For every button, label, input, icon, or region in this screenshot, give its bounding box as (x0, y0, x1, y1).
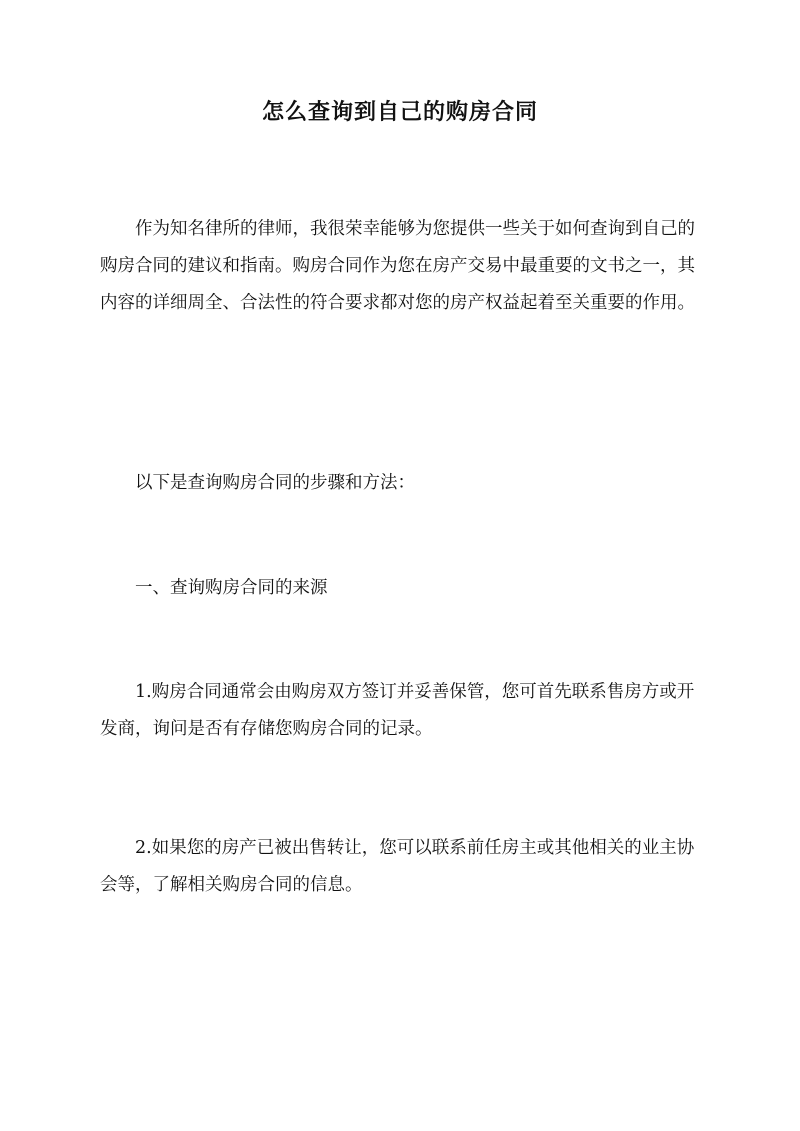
intro-paragraph: 作为知名律所的律师，我很荣幸能够为您提供一些关于如何查询到自己的购房合同的建议和指南。购房合同作为您在房产交易中最重要的文书之一，其内容的详细周全、合法性的符合要求都对您的房产权益起着至关重要的作用。 (100, 219, 695, 313)
list-item-1: 1.购房合同通常会由购房双方签订并妥善保管，您可首先联系售房方或开发商，询问是否有存储您购房合同的记录。 (100, 682, 695, 739)
document-title: 怎么查询到自己的购房合同 (261, 99, 538, 125)
steps-intro-paragraph: 以下是查询购房合同的步骤和方法： (135, 473, 415, 493)
section-heading-1: 一、查询购房合同的来源 (135, 578, 328, 598)
list-item-2: 2.如果您的房产已被出售转让，您可以联系前任房主或其他相关的业主协会等，了解相关购房合同的信息。 (100, 838, 695, 895)
